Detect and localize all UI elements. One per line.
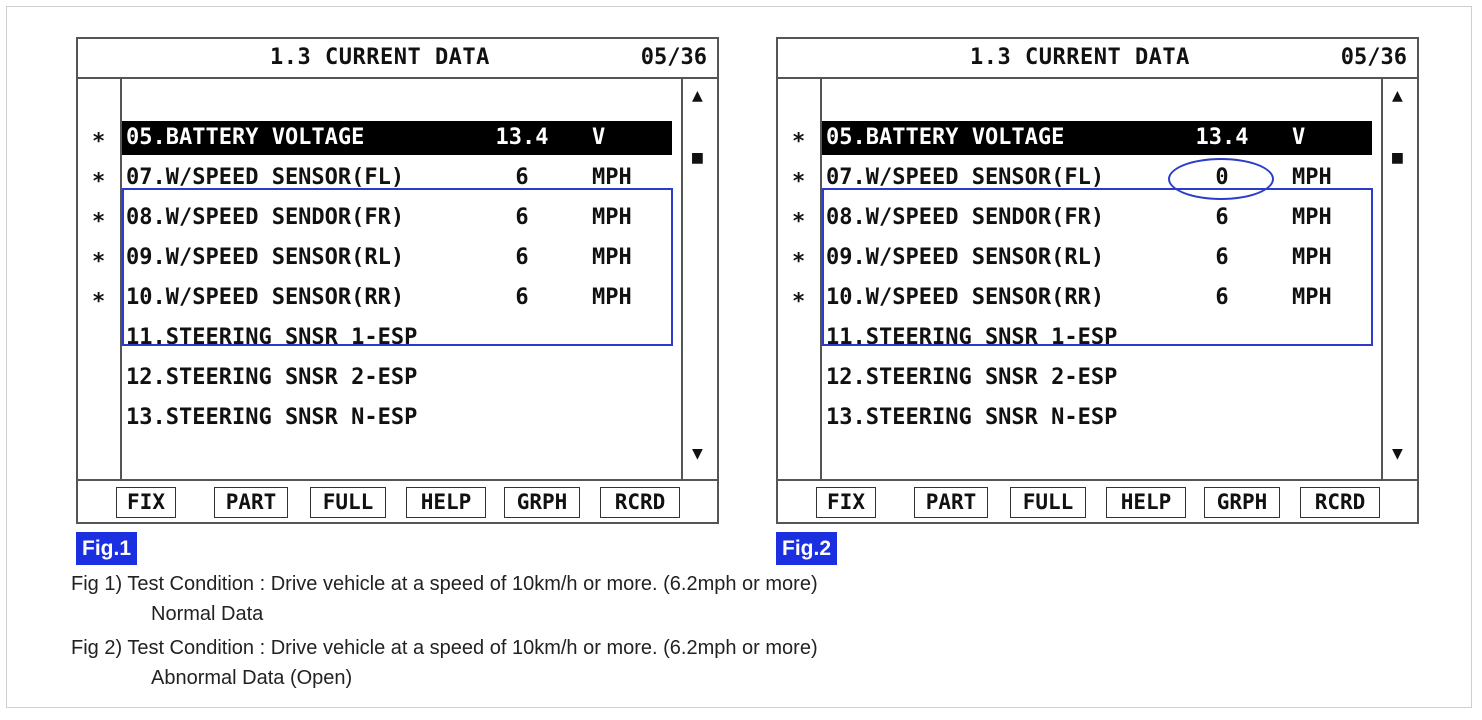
row-name: 09.W/SPEED SENSOR(RL) — [126, 245, 405, 270]
row-value: 0 — [1215, 165, 1229, 190]
row-name: 11.STEERING SNSR 1-ESP — [826, 325, 1118, 350]
data-row-battery-voltage[interactable] — [822, 121, 1372, 155]
row-name: 11.STEERING SNSR 1-ESP — [126, 325, 418, 350]
grph-button[interactable]: GRPH — [1204, 487, 1280, 518]
data-row-steering-2[interactable] — [822, 361, 1372, 395]
screen-header — [78, 39, 717, 79]
function-key-bar — [78, 479, 717, 524]
data-list — [122, 79, 682, 479]
grph-button[interactable]: GRPH — [504, 487, 580, 518]
scrollbar[interactable] — [1381, 79, 1417, 479]
selected-marker-icon: ∗ — [92, 245, 106, 270]
row-name: 07.W/SPEED SENSOR(FL) — [126, 165, 405, 190]
row-name: 09.W/SPEED SENSOR(RL) — [826, 245, 1105, 270]
row-value: 6 — [515, 245, 529, 270]
data-row-steering-n[interactable] — [122, 401, 672, 435]
scrollbar[interactable] — [681, 79, 717, 479]
row-name: 07.W/SPEED SENSOR(FL) — [826, 165, 1105, 190]
part-button[interactable]: PART — [214, 487, 288, 518]
data-row-wspeed-rr[interactable] — [122, 281, 672, 315]
row-name: 08.W/SPEED SENDOR(FR) — [126, 205, 405, 230]
screen-header — [778, 39, 1417, 79]
data-row-steering-1[interactable] — [122, 321, 672, 355]
row-name: 12.STEERING SNSR 2-ESP — [126, 365, 418, 390]
row-value: 13.4 — [1195, 125, 1249, 150]
fig2-caption-condition: Fig 2) Test Condition : Drive vehicle at a speed of 10km/h or more. (6.2mph or more) — [71, 637, 818, 659]
help-button[interactable]: HELP — [1106, 487, 1186, 518]
scan-tool-screen-fig2 — [776, 37, 1419, 524]
fig1-caption-condition: Fig 1) Test Condition : Drive vehicle at a speed of 10km/h or more. (6.2mph or more) — [71, 573, 818, 595]
row-name: 08.W/SPEED SENDOR(FR) — [826, 205, 1105, 230]
row-name: 05.BATTERY VOLTAGE — [126, 125, 365, 150]
row-unit: MPH — [592, 205, 632, 230]
figure-frame — [6, 6, 1472, 708]
fig2-label: Fig.2 — [776, 532, 837, 565]
selected-marker-icon: ∗ — [792, 245, 806, 270]
data-row-steering-1[interactable] — [822, 321, 1372, 355]
fig1-caption-result: Normal Data — [151, 603, 264, 625]
row-value: 6 — [1215, 245, 1229, 270]
data-row-steering-2[interactable] — [122, 361, 672, 395]
full-button[interactable]: FULL — [1010, 487, 1086, 518]
row-value: 6 — [515, 205, 529, 230]
page-counter: 05/36 — [640, 45, 707, 70]
scroll-thumb-icon[interactable]: ■ — [1392, 147, 1403, 168]
row-unit: MPH — [1292, 285, 1332, 310]
data-row-wspeed-rl[interactable] — [822, 241, 1372, 275]
row-unit: MPH — [592, 245, 632, 270]
row-name: 05.BATTERY VOLTAGE — [826, 125, 1065, 150]
selected-marker-icon: ∗ — [92, 165, 106, 190]
row-value: 6 — [1215, 285, 1229, 310]
data-row-wspeed-fr[interactable] — [122, 201, 672, 235]
selected-marker-icon: ∗ — [792, 285, 806, 310]
row-value: 6 — [515, 285, 529, 310]
scroll-up-arrow-icon[interactable]: ▲ — [1392, 85, 1403, 106]
data-list — [822, 79, 1382, 479]
row-value: 13.4 — [495, 125, 549, 150]
page-counter: 05/36 — [1340, 45, 1407, 70]
row-unit: MPH — [592, 165, 632, 190]
selected-marker-icon: ∗ — [792, 165, 806, 190]
row-name: 13.STEERING SNSR N-ESP — [126, 405, 418, 430]
row-name: 10.W/SPEED SENSOR(RR) — [126, 285, 405, 310]
data-row-wspeed-rl[interactable] — [122, 241, 672, 275]
data-row-wspeed-fr[interactable] — [822, 201, 1372, 235]
data-row-wspeed-fl[interactable] — [122, 161, 672, 195]
row-name: 12.STEERING SNSR 2-ESP — [826, 365, 1118, 390]
scan-tool-screen-fig1 — [76, 37, 719, 524]
fix-button[interactable]: FIX — [116, 487, 176, 518]
rcrd-button[interactable]: RCRD — [600, 487, 680, 518]
row-unit: V — [592, 125, 606, 150]
selected-marker-icon: ∗ — [92, 205, 106, 230]
screen-title: 1.3 CURRENT DATA — [270, 45, 490, 70]
data-row-steering-n[interactable] — [822, 401, 1372, 435]
scroll-up-arrow-icon[interactable]: ▲ — [692, 85, 703, 106]
part-button[interactable]: PART — [914, 487, 988, 518]
function-key-bar — [778, 479, 1417, 524]
data-row-battery-voltage[interactable] — [122, 121, 672, 155]
fig1-label: Fig.1 — [76, 532, 137, 565]
full-button[interactable]: FULL — [310, 487, 386, 518]
row-unit: V — [1292, 125, 1306, 150]
scroll-thumb-icon[interactable]: ■ — [692, 147, 703, 168]
scroll-down-arrow-icon[interactable]: ▼ — [1392, 443, 1403, 464]
fix-button[interactable]: FIX — [816, 487, 876, 518]
row-value: 6 — [515, 165, 529, 190]
row-name: 10.W/SPEED SENSOR(RR) — [826, 285, 1105, 310]
selected-marker-icon: ∗ — [792, 125, 806, 150]
data-row-wspeed-rr[interactable] — [822, 281, 1372, 315]
selected-marker-icon: ∗ — [92, 285, 106, 310]
row-unit: MPH — [592, 285, 632, 310]
row-unit: MPH — [1292, 165, 1332, 190]
marker-column — [778, 79, 822, 479]
data-row-wspeed-fl[interactable] — [822, 161, 1372, 195]
help-button[interactable]: HELP — [406, 487, 486, 518]
marker-column — [78, 79, 122, 479]
screen-title: 1.3 CURRENT DATA — [970, 45, 1190, 70]
fig2-caption-result: Abnormal Data (Open) — [151, 667, 353, 689]
selected-marker-icon: ∗ — [792, 205, 806, 230]
row-name: 13.STEERING SNSR N-ESP — [826, 405, 1118, 430]
rcrd-button[interactable]: RCRD — [1300, 487, 1380, 518]
scroll-down-arrow-icon[interactable]: ▼ — [692, 443, 703, 464]
selected-marker-icon: ∗ — [92, 125, 106, 150]
row-unit: MPH — [1292, 205, 1332, 230]
row-value: 6 — [1215, 205, 1229, 230]
row-unit: MPH — [1292, 245, 1332, 270]
